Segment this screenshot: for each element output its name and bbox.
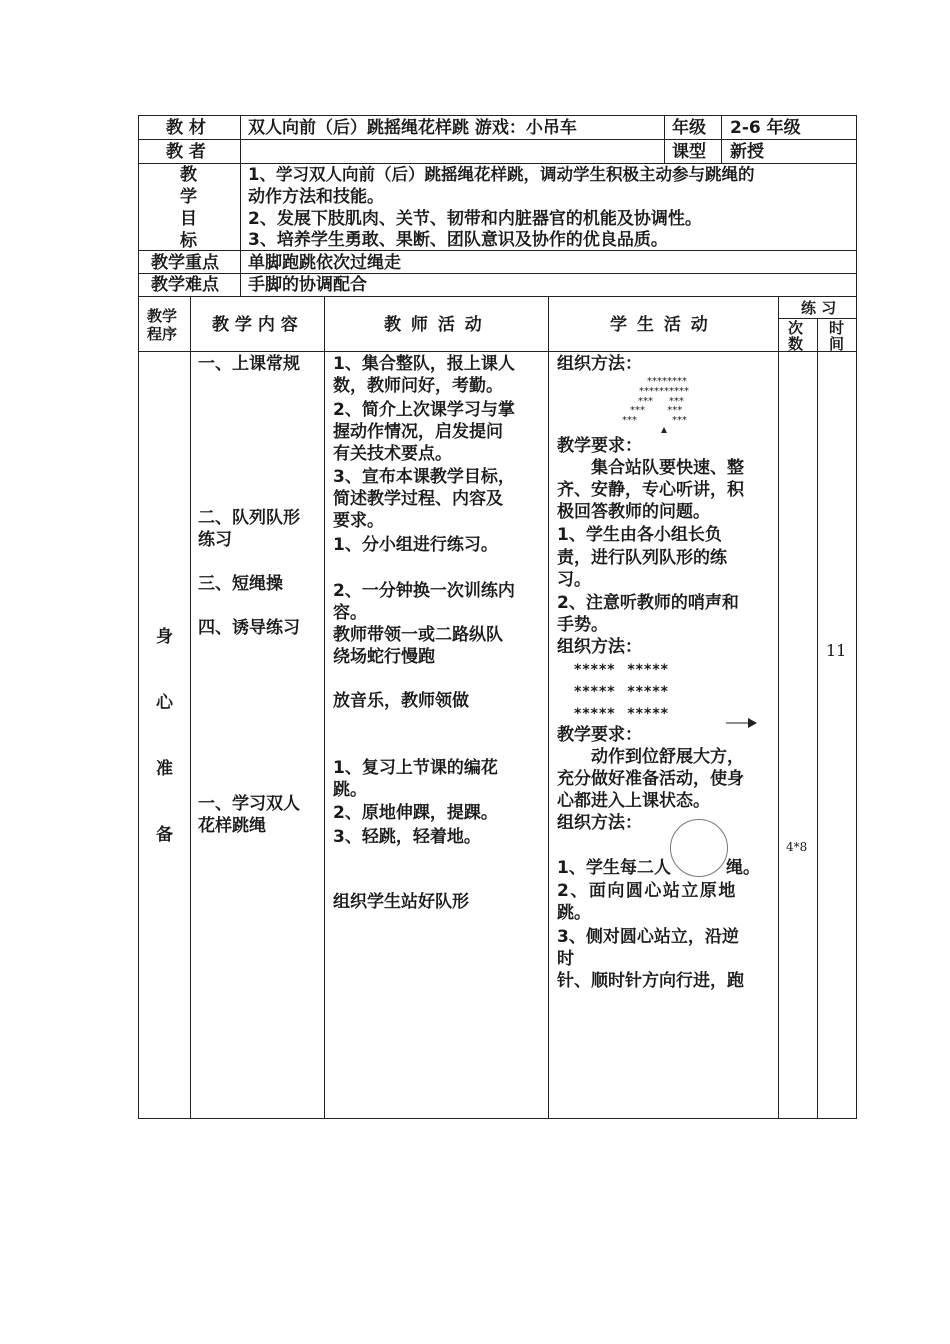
student-activity-line: 教学要求：: [557, 725, 642, 745]
student-activity-line: 3、侧对圆心站立，沿逆: [557, 927, 739, 947]
student-activity-line: 教学要求：: [557, 436, 642, 456]
content-item: 三、短绳操: [198, 574, 283, 594]
col-line: [721, 115, 722, 163]
duration-header: 间: [829, 335, 845, 353]
teacher-activity-line: 1、复习上节课的编花: [333, 758, 498, 778]
student-activity-line: 针、顺时针方向行进，跑: [557, 971, 744, 991]
material-label: 教 材: [166, 118, 206, 138]
row-line: [138, 351, 857, 352]
teacher-label: 教 者: [166, 142, 206, 162]
practice-header: 练 习: [801, 299, 837, 317]
objectives-label-char: 教: [180, 165, 197, 185]
objective-line: 动作方法和技能。: [248, 187, 384, 207]
student-activity-line: 齐、安静，专心听讲，积: [557, 480, 744, 500]
student-activity-line: 习。: [557, 570, 591, 590]
teacher-activity-line: 组织学生站好队形: [333, 892, 469, 912]
formation-arc-row: *** ***: [638, 396, 684, 407]
direction-arrow-icon: [726, 717, 758, 729]
section-char: 准: [156, 759, 173, 779]
formation-block-row: ***** *****: [574, 662, 669, 678]
student-activity-line: 心都进入上课状态。: [557, 791, 710, 811]
section-char: 身: [156, 627, 173, 647]
teacher-activity-line: 2、简介上次课学习与掌: [333, 400, 515, 420]
grade-value: 2-6 年级: [730, 118, 801, 138]
teacher-activity-line: 3、宣布本课教学目标，: [333, 467, 515, 487]
col-line: [817, 318, 818, 1119]
times-header: 次: [788, 319, 804, 337]
student-activity-line: 组织方法：: [557, 813, 642, 833]
row-line: [138, 139, 857, 140]
col-line: [324, 296, 325, 1119]
teacher-activity-line: 容。: [333, 603, 367, 623]
times-header: 数: [788, 335, 804, 353]
difficulty-value: 手脚的协调配合: [248, 275, 367, 295]
teacher-activity-line: 2、原地伸踝，提踝。: [333, 803, 498, 823]
material-value: 双人向前（后）跳摇绳花样跳 游戏：小吊车: [248, 118, 577, 138]
teacher-activity-line: 1、分小组进行练习。: [333, 535, 498, 555]
student-activity-line: 1、学生每二人: [557, 858, 671, 878]
col-line: [548, 296, 549, 1119]
teacher-activity-line: 有关技术要点。: [333, 444, 452, 464]
col-line: [664, 115, 665, 163]
student-activity-line: 集合站队要快速、整: [591, 458, 744, 478]
formation-arc-row: *** ***: [622, 415, 687, 426]
teacher-activity-line: 数，教师问好，考勤。: [333, 376, 503, 396]
row-line: [138, 273, 857, 274]
teacher-activity-header: 教 师 活 动: [384, 315, 484, 335]
objective-line: 2、发展下肢肌肉、关节、韧带和内脏器官的机能及协调性。: [248, 209, 702, 229]
objective-line: 3、培养学生勇敢、果断、团队意识及协作的优良品质。: [248, 230, 668, 250]
objectives-label-char: 目: [180, 209, 197, 229]
teacher-position-icon: [660, 426, 668, 434]
teacher-activity-line: 绕场蛇行慢跑: [333, 647, 435, 667]
row-line: [138, 296, 857, 297]
teacher-activity-line: 跳。: [333, 780, 367, 800]
content-item: 一、上课常规: [198, 354, 300, 374]
student-activity-line: 手势。: [557, 615, 608, 635]
student-activity-line: 充分做好准备活动，使身: [557, 769, 744, 789]
circle-formation-icon: [670, 819, 728, 877]
practice-times: 4*8: [786, 840, 808, 854]
key-point-label: 教学重点: [151, 253, 219, 273]
col-line: [240, 115, 241, 296]
student-activity-line: 跳。: [557, 903, 591, 923]
teacher-activity-line: 放音乐，教师领做: [333, 691, 469, 711]
col-line: [778, 296, 779, 1119]
teacher-activity-line: 3、轻跳，轻着地。: [333, 827, 481, 847]
teacher-activity-line: 1、集合整队，报上课人: [333, 354, 515, 374]
section-char: 心: [156, 693, 173, 713]
teacher-activity-line: 要求。: [333, 511, 384, 531]
formation-block-row: ***** *****: [574, 684, 669, 700]
student-activity-line: 2、面向圆心站立原地: [557, 881, 737, 901]
teacher-activity-line: 教师带领一或二路纵队: [333, 625, 503, 645]
student-activity-line: 2、注意听教师的哨声和: [557, 593, 739, 613]
procedure-header: 程序: [147, 325, 178, 343]
student-activity-line: 1、学生由各小组长负: [557, 525, 722, 545]
student-activity-line: 组织方法：: [557, 637, 642, 657]
formation-block-row: ***** *****: [574, 706, 669, 722]
student-activity-line: 绳。: [726, 858, 760, 878]
grade-label: 年级: [672, 118, 706, 138]
formation-arc-row: **********: [639, 386, 689, 397]
formation-arc-row: *** ***: [630, 405, 683, 416]
teacher-activity-line: 2、一分钟换一次训练内: [333, 581, 515, 601]
section-char: 备: [156, 825, 173, 845]
difficulty-label: 教学难点: [151, 275, 219, 295]
objectives-label-char: 学: [180, 187, 197, 207]
student-activity-line: 极回答教师的问题。: [557, 502, 710, 522]
content-item: 花样跳绳: [198, 816, 266, 836]
teacher-activity-line: 简述教学过程、内容及: [333, 489, 503, 509]
col-line: [190, 296, 191, 1119]
student-activity-line: 责，进行队列队形的练: [557, 548, 727, 568]
student-activity-header: 学 生 活 动: [610, 315, 710, 335]
duration-header: 时: [829, 319, 845, 337]
content-header: 教 学 内 容: [212, 315, 298, 335]
content-item: 二、队列队形: [198, 508, 300, 528]
content-item: 练习: [198, 530, 232, 550]
practice-duration: 11: [826, 641, 847, 660]
lesson-type-label: 课型: [672, 142, 706, 162]
student-activity-line: 动作到位舒展大方，: [591, 747, 744, 767]
content-item: 一、学习双人: [198, 794, 300, 814]
formation-arc-row: ********: [647, 376, 687, 387]
student-activity-line: 组织方法：: [557, 354, 642, 374]
objectives-label-char: 标: [180, 231, 197, 251]
key-point-value: 单脚跑跳依次过绳走: [248, 253, 401, 273]
procedure-header: 教学: [147, 307, 178, 325]
objective-line: 1、学习双人向前（后）跳摇绳花样跳，调动学生积极主动参与跳绳的: [248, 165, 755, 184]
lesson-type-value: 新授: [730, 142, 764, 162]
teacher-activity-line: 握动作情况，启发提问: [333, 422, 503, 442]
student-activity-line: 时: [557, 949, 574, 969]
content-item: 四、诱导练习: [198, 618, 300, 638]
